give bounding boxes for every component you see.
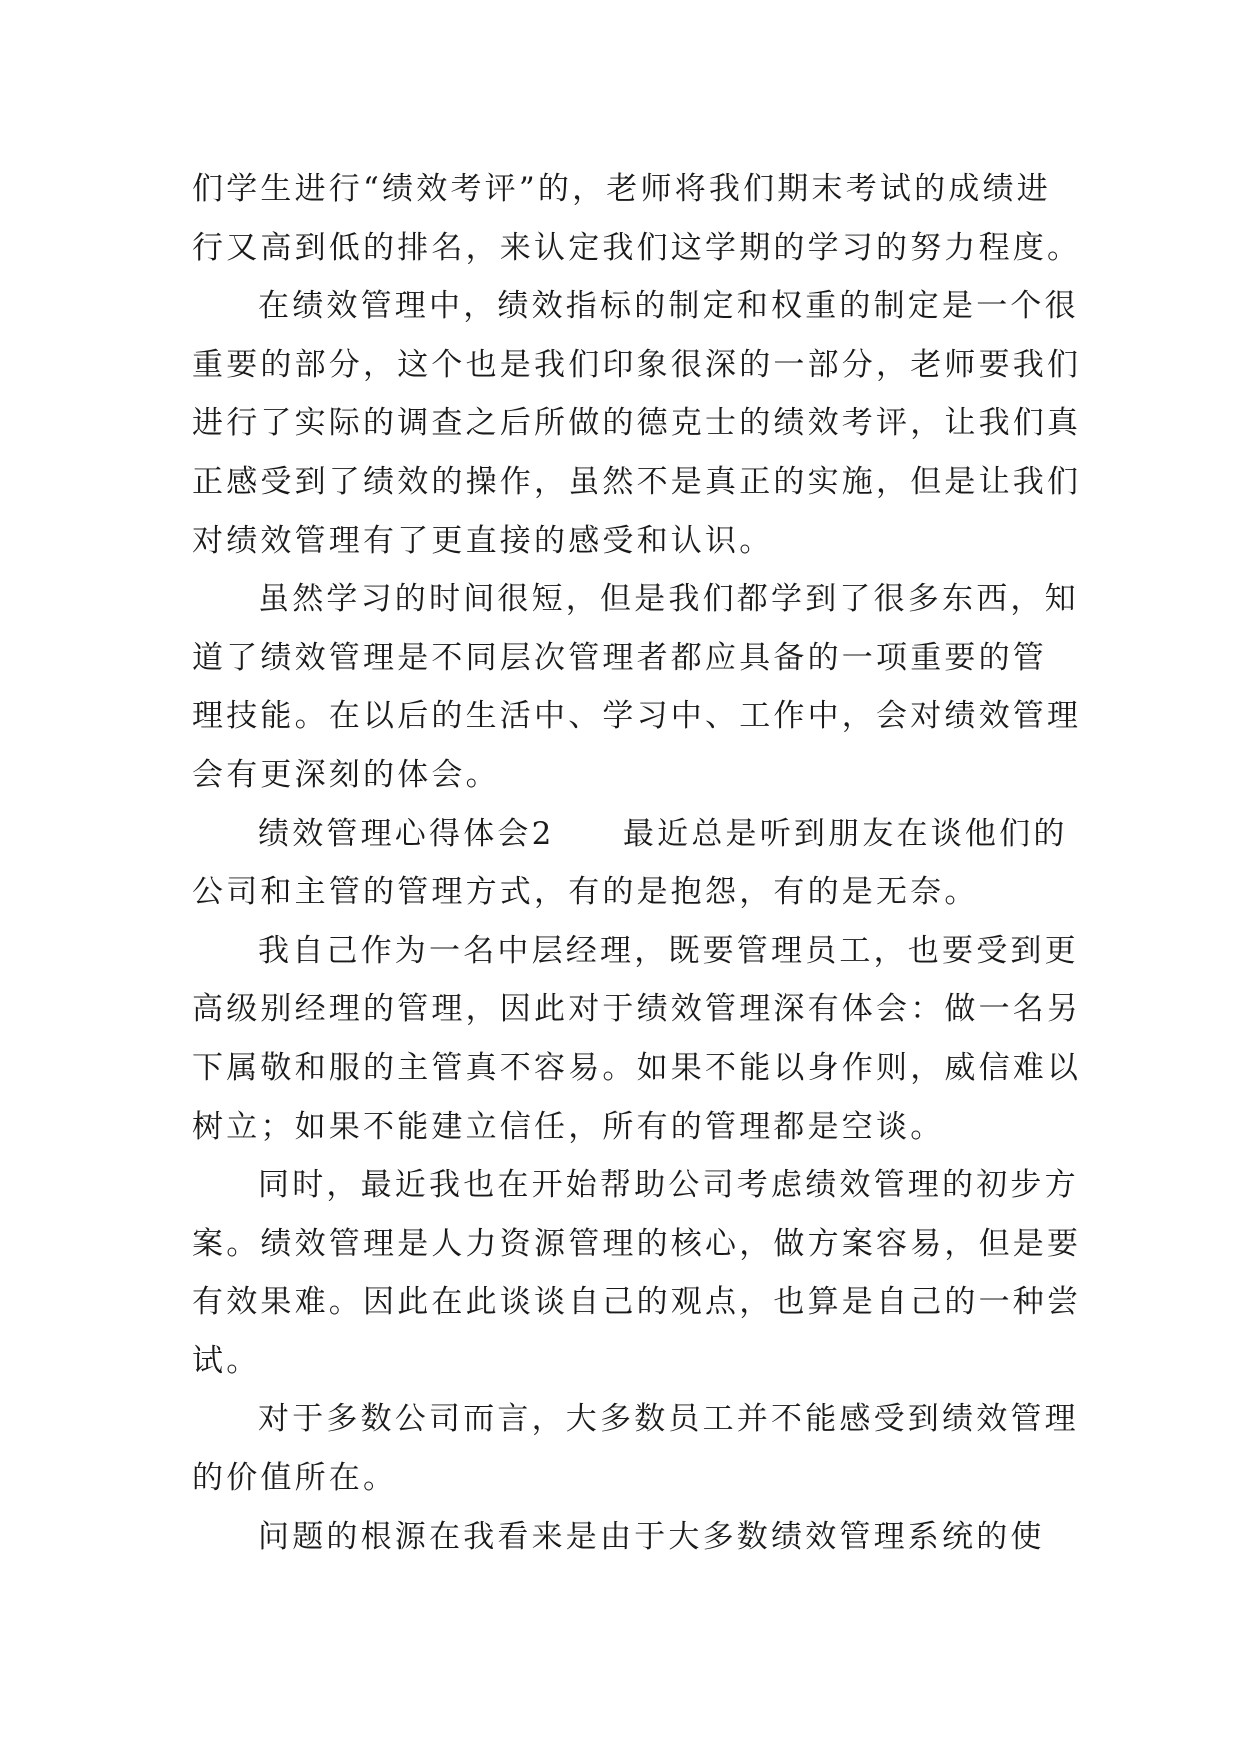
text-line: 问题的根源在我看来是由于大多数绩效管理系统的使: [258, 1518, 1045, 1555]
text-line: 树立；如果不能建立信任，所有的管理都是空谈。: [192, 1108, 945, 1145]
body-text: [192, 160, 1082, 1566]
text-line: 对绩效管理有了更直接的感受和认识。: [192, 522, 774, 559]
text-line: 虽然学习的时间很短，但是我们都学到了很多东西，知: [258, 581, 1079, 618]
text-line: 对于多数公司而言，大多数员工并不能感受到绩效管理: [258, 1401, 1079, 1438]
text-line: 道了绩效管理是不同层次管理者都应具备的一项重要的管: [192, 639, 1047, 676]
text-line: 重要的部分，这个也是我们印象很深的一部分，老师要我们: [192, 346, 1082, 383]
text-line: 我自己作为一名中层经理，既要管理员工，也要受到更: [258, 932, 1079, 969]
text-line: 试。: [192, 1342, 261, 1379]
text-line: 进行了实际的调查之后所做的德克士的绩效考评，让我们真: [192, 405, 1082, 442]
text-line: 高级别经理的管理，因此对于绩效管理深有体会：做一名另: [192, 991, 1082, 1028]
text-line: 下属敬和服的主管真不容易。如果不能以身作则，威信难以: [192, 1049, 1082, 1086]
text-line: 案。绩效管理是人力资源管理的核心，做方案容易，但是要: [192, 1225, 1082, 1262]
text-line: 绩效管理心得体会2 最近总是听到朋友在谈他们的: [258, 815, 1068, 852]
text-line: 公司和主管的管理方式，有的是抱怨，有的是无奈。: [192, 874, 979, 911]
text-line: 会有更深刻的体会。: [192, 756, 500, 793]
text-line: 理技能。在以后的生活中、学习中、工作中，会对绩效管理: [192, 698, 1082, 735]
text-line: 在绩效管理中，绩效指标的制定和权重的制定是一个很: [258, 288, 1079, 325]
text-line: 的价值所在。: [192, 1460, 398, 1497]
text-line: 有效果难。因此在此谈谈自己的观点，也算是自己的一种尝: [192, 1284, 1082, 1321]
text-line: 行又高到低的排名，来认定我们这学期的学习的努力程度。: [192, 229, 1082, 266]
text-line: 们学生进行“绩效考评”的，老师将我们期末考试的成绩进: [192, 171, 1051, 207]
text-line: 正感受到了绩效的操作，虽然不是真正的实施，但是让我们: [192, 463, 1082, 500]
text-line: 同时，最近我也在开始帮助公司考虑绩效管理的初步方: [258, 1167, 1079, 1204]
